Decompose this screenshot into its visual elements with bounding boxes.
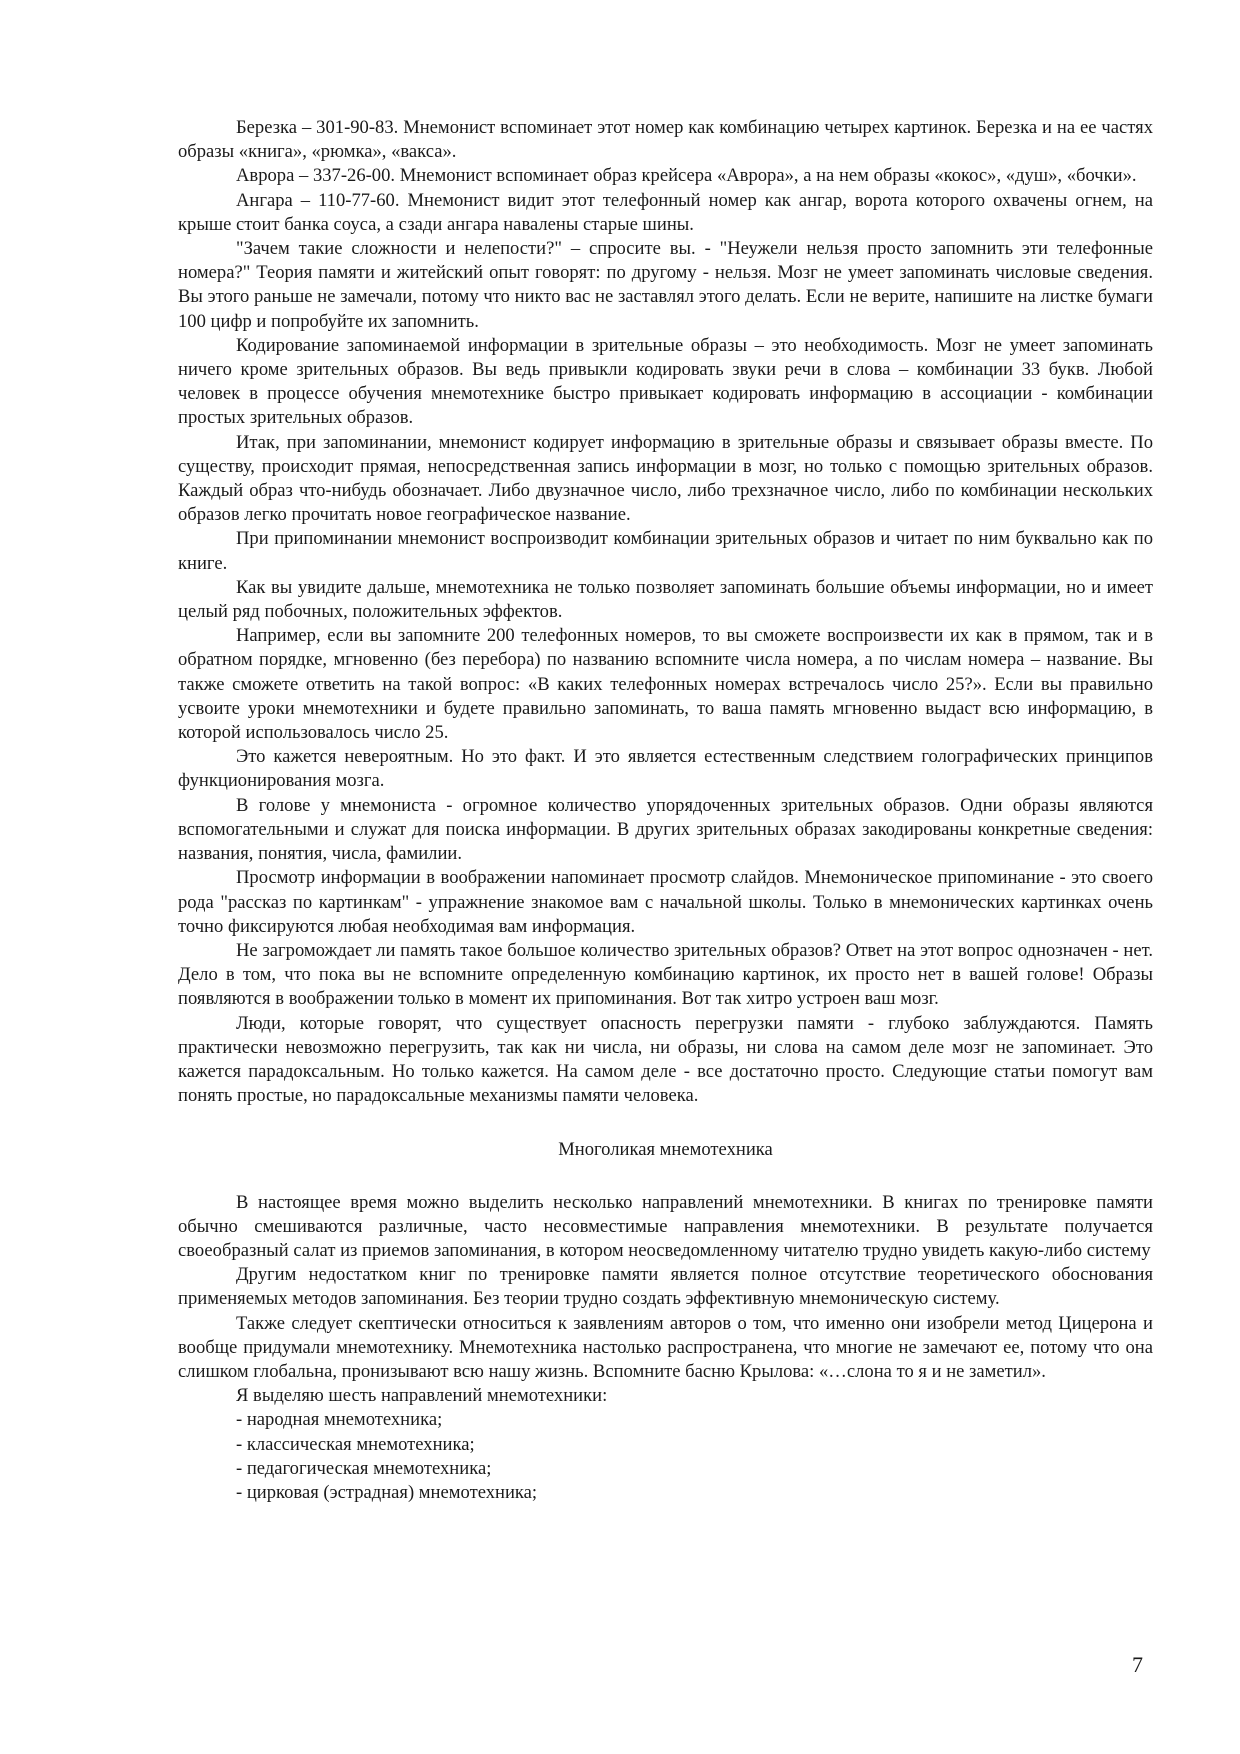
paragraph: Другим недостатком книг по тренировке памяти является полное отсутствие теоретического обоснования применяемых методов запоминания. Без теории трудно создать эффективную мнемоническую систему. (178, 1264, 1153, 1310)
direction-list (178, 1408, 1153, 1505)
paragraph: Итак, при запоминании, мнемонист кодирует информацию в зрительные образы и связывает образы вместе. По существу, происходит прямая, непосредственная запись информации в мозг, но только с помощью зрительных образов. Каждый образ что-нибудь обозначает. Либо двузначное число, либо трехзначное число, либо по комбинации нескольких образов легко прочитать новое географическое название. (178, 431, 1153, 526)
paragraph: Люди, которые говорят, что существует опасность перегрузки памяти - глубоко заблуждаются. Память практически невозможно перегрузить, так как ни числа, ни образы, ни слова на самом деле мозг не запоминает. Это кажется парадоксальным. Но только кажется. На самом деле - все достаточно просто. Следующие статьи помогут вам понять простые, но парадоксальные механизмы памяти человека. (178, 1012, 1153, 1107)
paragraph: В настоящее время можно выделить несколько направлений мнемотехники. В книгах по тренировке памяти обычно смешиваются различные, часто несовместимые направления мнемотехники. В результате получается своеобразный салат из приемов запоминания, в котором неосведомленному читателю трудно увидеть какую-либо систему (178, 1191, 1153, 1261)
paragraph: Просмотр информации в воображении напоминает просмотр слайдов. Мнемоническое припоминание - это своего рода "рассказ по картинкам" - упражнение знакомое вам с начальной школы. Только в мнемонических картинках очень точно фиксируются любая необходимая вам информация. (178, 867, 1153, 937)
paragraph: Не загромождает ли память такое большое количество зрительных образов? Ответ на этот вопрос однозначен - нет. Дело в том, что пока вы не вспомните определенную комбинацию картинок, их просто нет в вашей голове! Образы появляются в воображении только в момент их припоминания. Вот так хитро устроен ваш мозг. (178, 939, 1153, 1010)
page-body (178, 116, 1153, 1505)
paragraph: Ангара – 110-77-60. Мнемонист видит этот телефонный номер как ангар, ворота которого охвачены огнем, на крыше стоит банка соуса, а сзади ангара навалены старые шины. (178, 189, 1153, 235)
paragraph: Аврора – 337-26-00. Мнемонист вспоминает образ крейсера «Аврора», а на нем образы «кокос», «душ», «бочки». (236, 165, 1137, 187)
list-item: - народная мнемотехника; (236, 1409, 443, 1431)
list-item: - цирковая (эстрадная) мнемотехника; (236, 1481, 538, 1503)
section-heading: Многоликая мнемотехника (558, 1139, 773, 1161)
list-intro: Я выделяю шесть направлений мнемотехники: (236, 1385, 608, 1407)
paragraph: Березка – 301-90-83. Мнемонист вспоминает этот номер как комбинацию четырех картинок. Березка и на ее частях образы «книга», «рюмка», «вакса». (178, 117, 1153, 163)
page-number: 7 (1132, 1652, 1143, 1677)
paragraph: "Зачем такие сложности и нелепости?" – спросите вы. - "Неужели нельзя просто запомнить эти телефонные номера?" Теория памяти и житейский опыт говорят: по другому - нельзя. Мозг не умеет запоминать числовые сведения. Вы этого раньше не замечали, потому что никто вас не заставлял этого делать. Если не верите, напишите на листке бумаги 100 цифр и попробуйте их запомнить. (178, 238, 1153, 332)
paragraph: В голове у мнемониста - огромное количество упорядоченных зрительных образов. Одни образы являются вспомогательными и служат для поиска информации. В других зрительных образах закодированы конкретные сведения: названия, понятия, числа, фамилии. (178, 794, 1153, 865)
paragraph: Кодирование запоминаемой информации в зрительные образы – это необходимость. Мозг не умеет запоминать ничего кроме зрительных образов. Вы ведь привыкли кодировать звуки речи в слова – комбинации 33 букв. Любой человек в процессе обучения мнемотехнике быстро привыкает кодировать информацию в ассоциации - комбинации простых зрительных образов. (178, 334, 1153, 429)
paragraph: При припоминании мнемонист воспроизводит комбинации зрительных образов и читает по ним буквально как по книге. (178, 528, 1153, 574)
paragraph: Также следует скептически относиться к заявлениям авторов о том, что именно они изобрели метод Цицерона и вообще придумали мнемотехнику. Мнемотехника настолько распространена, что многие не замечают ее, потому что она слишком глобальна, пронизывают всю нашу жизнь. Вспомните басню Крылова: «…слона то я и не заметил». (178, 1312, 1153, 1382)
paragraph: Это кажется невероятным. Но это факт. И это является естественным следствием голографических принципов функционирования мозга. (178, 746, 1153, 792)
list-item: - классическая мнемотехника; (236, 1433, 475, 1455)
paragraph: Как вы увидите дальше, мнемотехника не только позволяет запоминать большие объемы информации, но и имеет целый ряд побочных, положительных эффектов. (178, 576, 1153, 623)
list-item: - педагогическая мнемотехника; (236, 1457, 492, 1479)
paragraph: Например, если вы запомните 200 телефонных номеров, то вы сможете воспроизвести их как в прямом, так и в обратном порядке, мгновенно (без перебора) по названию вспомните числа номера, а по числам номера – название. Вы также сможете ответить на такой вопрос: «В каких телефонных номерах встречалось число 25?». Если вы правильно усвоите уроки мнемотехники и будете правильно запоминать, то ваша память мгновенно выдаст всю информацию, в которой использовалось число 25. (178, 625, 1153, 744)
